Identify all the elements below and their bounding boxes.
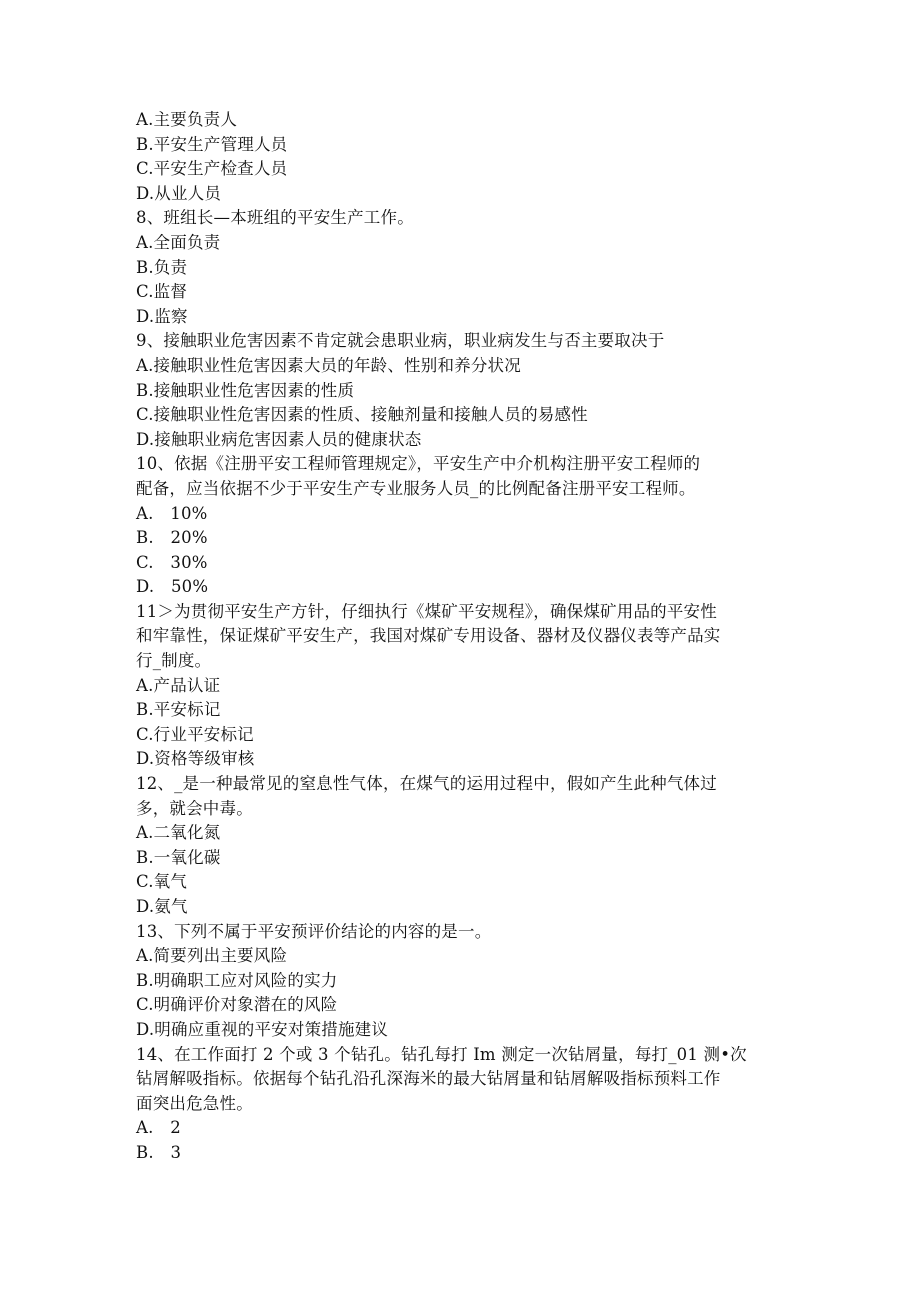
question-8: 8、班组长—本班组的平安生产工作。: [136, 208, 414, 228]
question-13: 13、下列不属于平安预评价结论的内容的是一。: [136, 921, 492, 941]
question-12-line-1: 12、_是一种最常见的窒息性气体，在煤气的运用过程中，假如产生此种气体过: [136, 774, 717, 794]
question-11-line-1: 11＞为贯彻平安生产方针，仔细执行《煤矿平安规程》，确保煤矿用品的平安性: [136, 601, 717, 621]
option-11c: C.行业平安标记: [136, 724, 254, 744]
option-10b: B. 20%: [136, 528, 208, 548]
option-13c: C.明确评价对象潜在的风险: [136, 995, 338, 1015]
question-11-line-2: 和牢靠性，保证煤矿平安生产，我国对煤矿专用设备、器材及仪器仪表等产品实: [136, 626, 721, 646]
option-14b: B. 3: [136, 1142, 182, 1162]
option-8d: D.监察: [136, 306, 188, 326]
option-10c: C. 30%: [136, 552, 208, 572]
option-13b: B.明确职工应对风险的实力: [136, 970, 338, 990]
option-8c: C.监督: [136, 282, 188, 302]
option-10a: A. 10%: [136, 503, 208, 523]
option-7a: A.主要负责人: [136, 110, 238, 129]
question-11-line-3: 行_制度。: [136, 651, 212, 671]
question-14-line-3: 面突出危急性。: [136, 1093, 253, 1113]
option-9c: C.接触职业性危害因素的性质、接触剂量和接触人员的易感性: [136, 405, 588, 425]
option-14a: A. 2: [136, 1118, 181, 1138]
option-11a: A.产品认证: [136, 675, 221, 695]
question-14-line-1: 14、在工作面打 2 个或 3 个钻孔。钻孔每打 Im 测定一次钻屑量，每打_01 测•次: [136, 1044, 747, 1064]
document-page: [136, 108, 786, 1166]
option-12d: D.氨气: [136, 897, 188, 916]
question-12-line-2: 多，就会中毒。: [136, 798, 253, 818]
option-11b: B.平安标记: [136, 700, 221, 720]
option-13d: D.明确应重视的平安对策措施建议: [136, 1019, 389, 1039]
option-8a: A.全面负责: [136, 232, 221, 252]
question-10-line-2: 配备，应当依据不少于平安生产专业服务人员_的比例配备注册平安工程师。: [136, 478, 696, 498]
option-13a: A.简要列出主要风险: [136, 946, 288, 966]
option-12c: C.氧气: [136, 872, 188, 892]
option-9d: D.接触职业病危害因素人员的健康状态: [136, 429, 422, 449]
option-9a: A.接触职业性危害因素大员的年龄、性别和养分状况: [136, 355, 521, 375]
option-12a: A.二氧化氮: [136, 823, 221, 843]
option-11d: D.资格等级审核: [136, 749, 255, 769]
option-12b: B.一氧化碳: [136, 847, 221, 867]
option-7b: B.平安生产管理人员: [136, 134, 288, 154]
option-8b: B.负责: [136, 257, 188, 277]
question-10-line-1: 10、依据《注册平安工程师管理规定》，平安生产中介机构注册平安工程师的: [136, 454, 701, 474]
option-7d: D.从业人员: [136, 183, 222, 203]
option-9b: B.接触职业性危害因素的性质: [136, 380, 355, 400]
question-9: 9、接触职业危害因素不肯定就会患职业病，职业病发生与否主要取决于: [136, 331, 665, 351]
option-7c: C.平安生产检查人员: [136, 159, 288, 179]
option-10d: D. 50%: [136, 577, 209, 597]
question-14-line-2: 钻屑解吸指标。依据每个钻孔沿孔深海米的最大钻屑量和钻屑解吸指标预料工作: [136, 1069, 721, 1089]
